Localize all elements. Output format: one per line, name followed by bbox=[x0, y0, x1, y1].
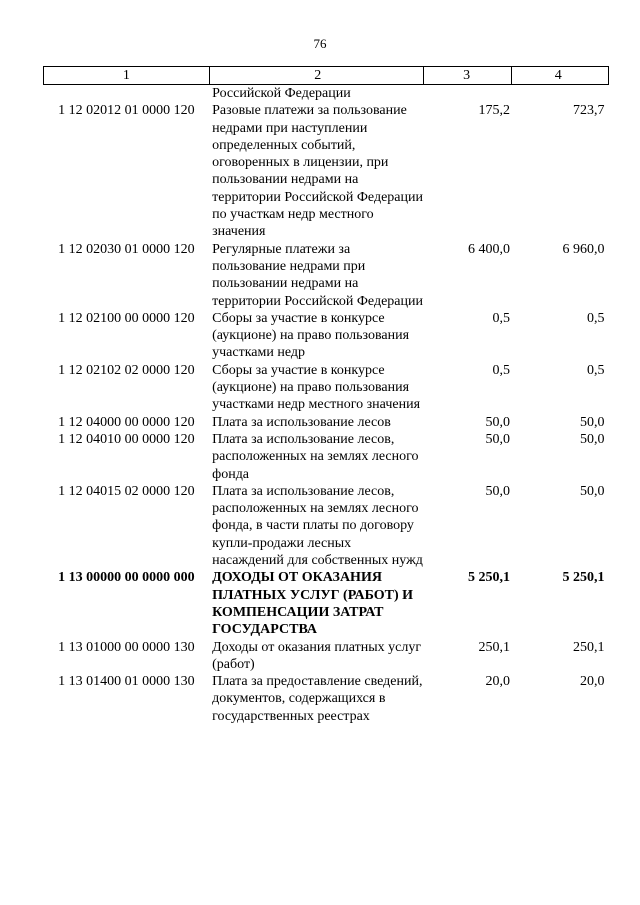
row-code: 1 12 04010 00 0000 120 bbox=[58, 431, 195, 447]
page-number: 76 bbox=[313, 36, 327, 51]
row-name: Доходы от оказания платных услуг (работ) bbox=[212, 639, 422, 672]
row-value-col3: 0,5 bbox=[492, 310, 510, 326]
row-value-col4: 6 960,0 bbox=[562, 241, 605, 257]
row-code: 1 12 02100 00 0000 120 bbox=[58, 310, 195, 326]
table-row bbox=[44, 362, 609, 414]
row-code: 1 13 01000 00 0000 130 bbox=[58, 639, 195, 655]
row-value-col4: 50,0 bbox=[580, 414, 605, 430]
row-value-col4: 50,0 bbox=[580, 483, 605, 499]
column-header-4: 4 bbox=[512, 67, 609, 85]
row-value-col3: 6 400,0 bbox=[467, 241, 510, 257]
row-value-col4 bbox=[512, 85, 609, 103]
row-value-col4: 723,7 bbox=[573, 103, 605, 119]
table-row bbox=[44, 102, 609, 240]
column-header-1: 1 bbox=[44, 67, 210, 85]
row-name: Плата за использование лесов, расположенных на землях лесного фонда, в части платы по договору купли-продажи лесных насаждений для собственных нужд bbox=[212, 483, 423, 569]
column-header-2: 2 bbox=[209, 67, 423, 85]
row-name: Сборы за участие в конкурсе (аукционе) на право пользования участками недр местного значения bbox=[212, 362, 421, 413]
table-header-row bbox=[44, 67, 609, 85]
row-name: Плата за предоставление сведений, документов, содержащихся в государственных реестрах bbox=[212, 674, 423, 724]
row-code bbox=[44, 85, 210, 103]
row-value-col3: 250,1 bbox=[478, 639, 510, 655]
row-value-col3: 20,0 bbox=[485, 674, 510, 690]
table-row bbox=[44, 483, 609, 569]
budget-table bbox=[43, 66, 609, 725]
row-value-col4: 50,0 bbox=[580, 431, 605, 447]
row-code: 1 12 04015 02 0000 120 bbox=[58, 483, 195, 499]
row-name: Разовые платежи за пользование недрами при наступлении определенных событий, оговоренных в лицензии, при пользовании недрами на территории Российской Федерации по участкам недр местного значения bbox=[212, 103, 423, 240]
row-value-col3: 50,0 bbox=[485, 483, 510, 499]
row-value-col3: 50,0 bbox=[485, 431, 510, 447]
table-body bbox=[44, 85, 609, 725]
table-row bbox=[44, 569, 609, 638]
row-value-col4: 0,5 bbox=[587, 310, 605, 326]
row-code: 1 13 00000 00 0000 000 bbox=[58, 570, 195, 586]
table-row bbox=[44, 310, 609, 362]
row-code: 1 12 04000 00 0000 120 bbox=[58, 414, 195, 430]
row-value-col3 bbox=[423, 85, 512, 103]
row-value-col3: 0,5 bbox=[492, 362, 510, 378]
row-value-col3: 50,0 bbox=[485, 414, 510, 430]
row-value-col3: 5 250,1 bbox=[467, 570, 510, 586]
row-code: 1 12 02102 02 0000 120 bbox=[58, 362, 195, 378]
table-row bbox=[44, 639, 609, 674]
table-row bbox=[44, 431, 609, 483]
table-row bbox=[44, 85, 609, 103]
table-row bbox=[44, 414, 609, 431]
row-value-col3: 175,2 bbox=[478, 103, 510, 119]
table-row bbox=[44, 673, 609, 725]
row-name: Плата за использование лесов bbox=[212, 414, 391, 430]
row-code: 1 13 01400 01 0000 130 bbox=[58, 674, 195, 690]
row-value-col4: 5 250,1 bbox=[562, 570, 605, 586]
row-value-col4: 250,1 bbox=[573, 639, 605, 655]
row-code: 1 12 02012 01 0000 120 bbox=[58, 103, 195, 119]
row-code: 1 12 02030 01 0000 120 bbox=[58, 241, 195, 257]
row-name: Российской Федерации bbox=[212, 86, 351, 101]
row-name: Плата за использование лесов, расположенных на землях лесного фонда bbox=[212, 431, 419, 482]
column-header-3: 3 bbox=[423, 67, 512, 85]
row-name: Регулярные платежи за пользование недрами при пользовании недрами на территории Российской Федерации bbox=[212, 241, 423, 309]
row-name: ДОХОДЫ ОТ ОКАЗАНИЯ ПЛАТНЫХ УСЛУГ (РАБОТ) И КОМПЕНСАЦИИ ЗАТРАТ ГОСУДАРСТВА bbox=[212, 570, 414, 638]
row-value-col4: 20,0 bbox=[580, 674, 605, 690]
row-name: Сборы за участие в конкурсе (аукционе) на право пользования участками недр bbox=[212, 310, 410, 361]
table-row bbox=[44, 241, 609, 310]
row-value-col4: 0,5 bbox=[587, 362, 605, 378]
